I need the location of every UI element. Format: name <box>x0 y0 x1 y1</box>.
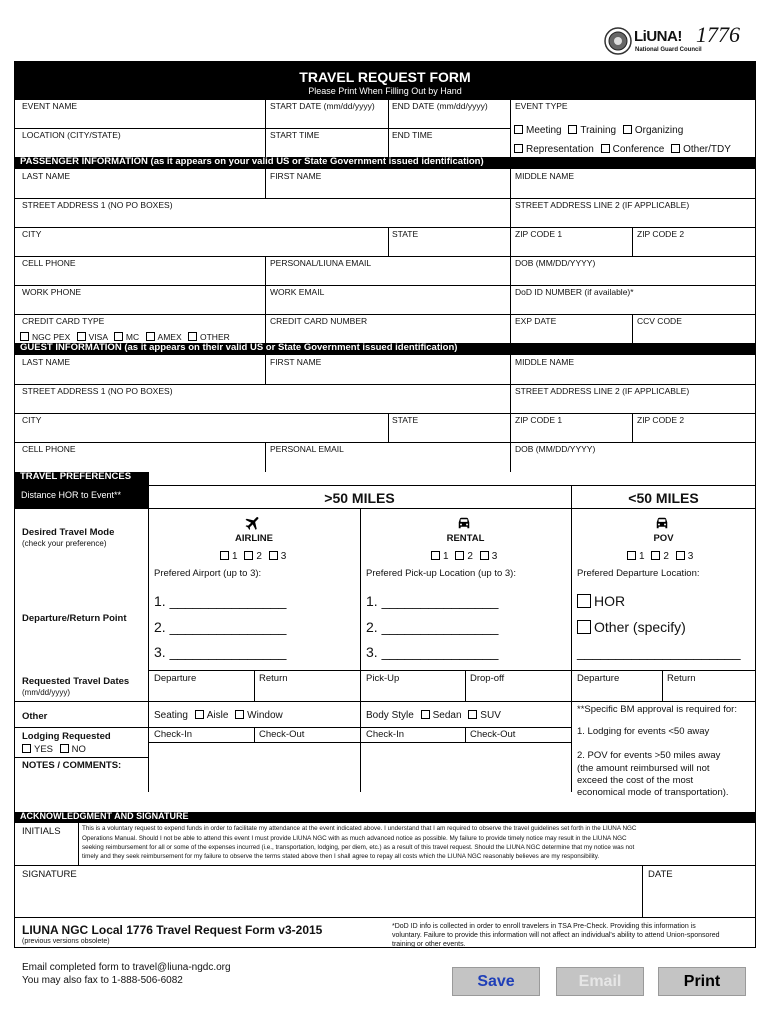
dep-ret-point-label: Departure/Return Point <box>22 613 127 624</box>
rental-rank-2-label: 2 <box>467 551 473 562</box>
mc-label: MC <box>125 332 140 342</box>
pov-rank-options <box>623 551 693 562</box>
ack-text-1: This is a voluntary request to expend funds in order to facilitate my attendance at the event indicated above. I understand that I am required to observe the travel guidelines set forth in the LIUNA NGC <box>82 825 637 832</box>
under-50-miles-header: <50 MILES <box>628 490 699 506</box>
pov-return-label: Return <box>667 673 696 684</box>
guest-state-label: STATE <box>392 415 419 425</box>
pov-rank-3-checkbox[interactable] <box>676 551 685 560</box>
window-checkbox[interactable] <box>235 710 244 719</box>
suv-checkbox[interactable] <box>468 710 477 719</box>
other-specify-option <box>573 620 686 635</box>
meeting-label: Meeting <box>526 125 562 136</box>
passenger-zip2-label: ZIP CODE 2 <box>637 229 685 239</box>
other-specify-line[interactable]: _____________________ <box>577 644 741 660</box>
ccv-label: CCV CODE <box>637 316 682 326</box>
airplane-icon <box>244 514 262 532</box>
guest-street2-label: STREET ADDRESS LINE 2 (IF APPLICABLE) <box>515 386 690 396</box>
visa-label: VISA <box>88 332 108 342</box>
rental-rank-1-label: 1 <box>443 551 449 562</box>
passenger-email-label: PERSONAL/LIUNA EMAIL <box>270 258 372 268</box>
desired-mode-label: Desired Travel Mode <box>22 527 115 538</box>
representation-checkbox[interactable] <box>514 144 523 153</box>
hor-option <box>573 594 625 609</box>
guest-dob-label: DOB (MM/DD/YYYY) <box>515 444 596 454</box>
pov-rank-2-checkbox[interactable] <box>651 551 660 560</box>
ack-text-2: Operations Manual. Should I not be able to attend this event I must provide LIUNA NGC with as much advanced notice as possible. My failure to provide timely notice may result in the LIUNA NGC <box>82 835 627 842</box>
card-type-options <box>16 332 230 342</box>
note-pov-1: 2. POV for events >50 miles away <box>577 750 721 761</box>
logo-year: 1776 <box>696 22 740 47</box>
lodging-options <box>18 744 86 755</box>
initials-label: INITIALS <box>22 826 61 837</box>
bm-approval-note: **Specific BM approval is required for: <box>577 704 737 715</box>
cc-number-label: CREDIT CARD NUMBER <box>270 316 368 326</box>
signature-label[interactable]: SIGNATURE <box>22 869 77 880</box>
distance-label: Distance HOR to Event** <box>21 490 122 500</box>
passenger-first-name-label: FIRST NAME <box>270 171 322 181</box>
guest-zip1-label: ZIP CODE 1 <box>515 415 563 425</box>
page-title: TRAVEL REQUEST FORM <box>299 69 471 85</box>
dod-note-1: *DoD ID info is collected in order to enroll travelers in TSA Pre-Check. Providing this information is <box>392 923 696 930</box>
other-specify-label: Other (specify) <box>594 619 686 635</box>
other-specify-checkbox[interactable] <box>577 620 591 634</box>
pref-airport-label: Prefered Airport (up to 3): <box>154 568 262 579</box>
note-pov-4: economical mode of transportation). <box>577 787 729 798</box>
guest-zip2-label: ZIP CODE 2 <box>637 415 685 425</box>
logo-subtitle: National Guard Council <box>635 47 702 53</box>
seating-options <box>154 710 283 721</box>
airline-rank-3-label: 3 <box>280 551 287 562</box>
pov-car-icon <box>653 514 671 532</box>
guest-street1-label: STREET ADDRESS 1 (NO PO BOXES) <box>22 386 173 396</box>
travel-section-header: TRAVEL PREFERENCES <box>15 472 148 485</box>
ack-section-header: ACKNOWLEDGMENT AND SIGNATURE <box>15 812 756 823</box>
pref-pickup-label: Prefered Pick-up Location (up to 3): <box>366 568 516 579</box>
airline-rank-2-checkbox[interactable] <box>244 551 253 560</box>
event-name-label: EVENT NAME <box>22 101 78 111</box>
amex-checkbox[interactable] <box>146 332 155 341</box>
date-label[interactable]: DATE <box>648 869 673 880</box>
aisle-checkbox[interactable] <box>195 710 204 719</box>
passenger-section-header: PASSENGER INFORMATION (as it appears on your valid US or State Government issued identification) <box>15 157 755 169</box>
rental-pickup-label: Pick-Up <box>366 673 400 684</box>
ngc-pex-label: NGC PEX <box>32 332 71 342</box>
print-button[interactable]: Print <box>658 967 746 996</box>
pickup-line-1[interactable]: 1. _______________ <box>366 593 499 609</box>
note-pov-2: (the amount reimbursed will not <box>577 763 710 774</box>
rental-rank-2-checkbox[interactable] <box>455 551 464 560</box>
desired-mode-sub: (check your preference) <box>22 539 107 548</box>
amex-label: AMEX <box>157 332 182 342</box>
rental-rank-3-checkbox[interactable] <box>480 551 489 560</box>
travel-dates-label: Requested Travel Dates <box>22 676 130 687</box>
end-time-label: END TIME <box>392 130 433 140</box>
guest-section-header: GUEST INFORMATION (as it appears on their valid US or State Government issued identification) <box>15 343 755 355</box>
suv-label: SUV <box>480 710 501 721</box>
save-button[interactable]: Save <box>452 967 540 996</box>
event-type-row-2 <box>510 144 731 155</box>
training-label: Training <box>580 125 617 136</box>
airline-rank-1-label: 1 <box>232 551 238 562</box>
passenger-street2-label: STREET ADDRESS LINE 2 (IF APPLICABLE) <box>515 200 690 210</box>
training-checkbox[interactable] <box>568 125 577 134</box>
guest-last-name-label: LAST NAME <box>22 357 71 367</box>
start-date-label: START DATE (mm/dd/yyyy) <box>270 101 375 111</box>
pov-rank-2-label: 2 <box>663 551 669 562</box>
dod-id-label: DoD ID NUMBER (if available)* <box>515 287 634 297</box>
guest-city-label: CITY <box>22 415 42 425</box>
meeting-checkbox[interactable] <box>514 125 523 134</box>
rental-dropoff-label: Drop-off <box>470 673 505 684</box>
pov-label: POV <box>653 533 674 544</box>
airline-rank-1-checkbox[interactable] <box>220 551 229 560</box>
checkin-label-2: Check-In <box>366 729 405 740</box>
logo-mark: LiUNA! <box>634 28 682 45</box>
pov-rank-1-checkbox[interactable] <box>627 551 636 560</box>
ack-text-3: seeking reimbursement for all or some of the expenses incurred (i.e., transportation, lodging, per diem, etc.) as a result of this travel request. Should the LIUNA NGC determine that my notice was not <box>82 844 635 851</box>
visa-checkbox[interactable] <box>77 332 86 341</box>
aisle-label: Aisle <box>206 710 229 721</box>
checkout-label-2: Check-Out <box>470 729 516 740</box>
airline-departure-label: Departure <box>154 673 197 684</box>
pickup-line-3[interactable]: 3. _______________ <box>366 644 499 660</box>
sedan-checkbox[interactable] <box>421 710 430 719</box>
airline-label: AIRLINE <box>235 533 273 544</box>
checkout-label-1: Check-Out <box>259 729 305 740</box>
passenger-street1-label: STREET ADDRESS 1 (NO PO BOXES) <box>22 200 173 210</box>
page-subtitle: Please Print When Filling Out by Hand <box>308 86 462 96</box>
liuna-logo <box>604 22 744 59</box>
airport-line-1[interactable]: 1. _______________ <box>154 593 287 609</box>
pov-rank-1-label: 1 <box>639 551 645 562</box>
cc-type-label: CREDIT CARD TYPE <box>22 316 105 326</box>
conference-checkbox[interactable] <box>601 144 610 153</box>
guest-email-label: PERSONAL EMAIL <box>270 444 344 454</box>
passenger-dob-label: DOB (MM/DD/YYYY) <box>515 258 596 268</box>
pickup-line-2[interactable]: 2. _______________ <box>366 619 499 635</box>
note-lodging: 1. Lodging for events <50 away <box>577 726 710 737</box>
pov-departure-label: Departure <box>577 673 620 684</box>
notes-label: NOTES / COMMENTS: <box>22 760 122 771</box>
event-type-row-1 <box>510 125 683 136</box>
body-style-options <box>366 710 501 721</box>
work-phone-label: WORK PHONE <box>22 287 82 297</box>
rental-rank-3-label: 3 <box>491 551 498 562</box>
pref-departure-label: Prefered Departure Location: <box>577 568 700 579</box>
airport-line-2[interactable]: 2. _______________ <box>154 619 287 635</box>
work-email-label: WORK EMAIL <box>270 287 325 297</box>
airline-rank-3-checkbox[interactable] <box>269 551 278 560</box>
guest-middle-name-label: MIDDLE NAME <box>515 357 575 367</box>
passenger-cell-label: CELL PHONE <box>22 258 76 268</box>
lodging-yes-label: YES <box>34 744 54 755</box>
lodging-yes-checkbox[interactable] <box>22 744 31 753</box>
hor-label: HOR <box>594 593 626 609</box>
footer-obsolete: (previous versions obsolete) <box>22 938 110 945</box>
note-pov-3: exceed the cost of the most <box>577 775 694 786</box>
event-type-label: EVENT TYPE <box>515 101 568 111</box>
rental-car-icon <box>455 514 473 532</box>
airline-return-label: Return <box>259 673 288 684</box>
sedan-label: Sedan <box>432 710 462 721</box>
passenger-last-name-label: LAST NAME <box>22 171 71 181</box>
footer-title: LIUNA NGC Local 1776 Travel Request Form v3-2015 <box>22 923 323 937</box>
representation-label: Representation <box>526 144 594 155</box>
distance-label-cell <box>15 485 148 508</box>
window-label: Window <box>247 710 283 721</box>
dod-note-3: training or other events. <box>392 941 466 948</box>
fax-instructions: You may also fax to 1-888-506-6082 <box>22 975 183 986</box>
rental-rank-options <box>427 551 497 562</box>
other-label: Other <box>22 711 48 722</box>
conference-label: Conference <box>612 144 665 155</box>
guest-first-name-label: FIRST NAME <box>270 357 322 367</box>
mc-checkbox[interactable] <box>114 332 123 341</box>
dod-note-2: voluntary. Failure to provide this information will not affect an individual's ability to attend Union-sponsored <box>392 932 720 939</box>
exp-date-label: EXP DATE <box>515 316 557 326</box>
lodging-no-label: NO <box>71 744 86 755</box>
organizing-label: Organizing <box>634 125 684 136</box>
email-button[interactable]: Email <box>556 967 644 996</box>
lodging-label: Lodging Requested <box>22 731 111 742</box>
end-date-label: END DATE (mm/dd/yyyy) <box>392 101 488 111</box>
body-style-label: Body Style <box>366 710 414 721</box>
ngc-pex-checkbox[interactable] <box>20 332 29 341</box>
guest-cell-label: CELL PHONE <box>22 444 76 454</box>
lodging-no-checkbox[interactable] <box>60 744 69 753</box>
airline-rank-options <box>216 551 286 562</box>
ack-text-4: timely and they seek reimbursement for my failure to observe the terms stated above then I shall agree to repay all costs which the LIUNA NGC reasonably believes are my responsibility. <box>82 853 600 860</box>
other-tdy-label: Other/TDY <box>683 144 731 155</box>
rental-rank-1-checkbox[interactable] <box>431 551 440 560</box>
organizing-checkbox[interactable] <box>623 125 632 134</box>
rental-label: RENTAL <box>446 533 485 544</box>
location-label: LOCATION (CITY/STATE) <box>22 130 121 140</box>
travel-dates-sub: (mm/dd/yyyy) <box>22 688 70 697</box>
other-card-label: OTHER <box>200 332 230 342</box>
liuna-seal-icon <box>604 27 632 55</box>
other-tdy-checkbox[interactable] <box>671 144 680 153</box>
email-instructions: Email completed form to travel@liuna-ngdc.org <box>22 962 231 973</box>
start-time-label: START TIME <box>270 130 320 140</box>
seating-label: Seating <box>154 710 188 721</box>
airline-rank-2-label: 2 <box>256 551 262 562</box>
over-50-miles-header: >50 MILES <box>324 490 395 506</box>
airport-line-3[interactable]: 3. _______________ <box>154 644 287 660</box>
passenger-state-label: STATE <box>392 229 419 239</box>
other-card-checkbox[interactable] <box>188 332 197 341</box>
passenger-city-label: CITY <box>22 229 42 239</box>
passenger-middle-name-label: MIDDLE NAME <box>515 171 575 181</box>
passenger-zip1-label: ZIP CODE 1 <box>515 229 563 239</box>
checkin-label-1: Check-In <box>154 729 193 740</box>
hor-checkbox[interactable] <box>577 594 591 608</box>
pov-rank-3-label: 3 <box>687 551 694 562</box>
